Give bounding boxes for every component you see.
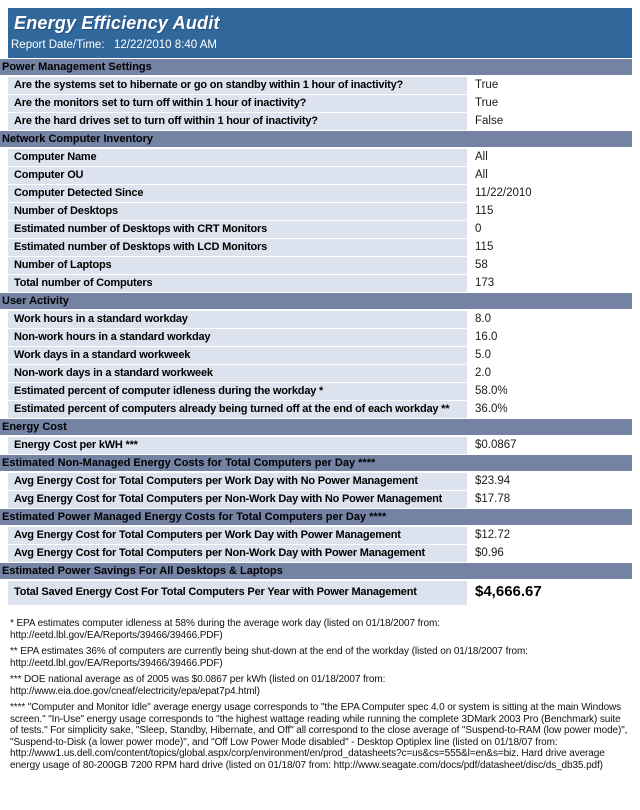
section-header (0, 563, 632, 579)
row-label: Computer Detected Since (8, 185, 467, 202)
row-label: Computer Name (8, 149, 467, 166)
row-label: Number of Desktops (8, 203, 467, 220)
row-label: Energy Cost per kWH *** (8, 437, 467, 454)
section-header (0, 131, 632, 147)
row-value: All (467, 167, 632, 184)
row-label: Avg Energy Cost for Total Computers per Non-Work Day with Power Management (8, 545, 467, 562)
row-value: $0.0867 (467, 437, 632, 454)
section-rows (0, 527, 640, 562)
section-header (0, 293, 632, 309)
row-value: $12.72 (467, 527, 632, 544)
row-value: 5.0 (467, 347, 632, 364)
report-section (0, 563, 640, 605)
row-label: Work days in a standard workweek (8, 347, 467, 364)
row-value: 0 (467, 221, 632, 238)
row-label: Non-work hours in a standard workday (8, 329, 467, 346)
row-value: $4,666.67 (467, 581, 632, 605)
section-header (0, 419, 632, 435)
table-row (8, 113, 632, 130)
report-section (0, 419, 640, 454)
report-section (0, 59, 640, 130)
row-label: Avg Energy Cost for Total Computers per Work Day with Power Management (8, 527, 467, 544)
report-body (0, 59, 640, 605)
table-row (8, 545, 632, 562)
table-row (8, 527, 632, 544)
section-title: User Activity (2, 295, 69, 307)
table-row (8, 473, 632, 490)
report-section (0, 293, 640, 418)
report-section (0, 509, 640, 562)
section-title: Energy Cost (2, 421, 67, 433)
table-row (8, 149, 632, 166)
row-label: Estimated percent of computers already being turned off at the end of each workday ** (8, 401, 467, 418)
row-value: 115 (467, 203, 632, 220)
row-label: Total number of Computers (8, 275, 467, 292)
row-label: Avg Energy Cost for Total Computers per Work Day with No Power Management (8, 473, 467, 490)
table-row (8, 275, 632, 292)
section-rows (0, 581, 640, 605)
row-value: All (467, 149, 632, 166)
row-label: Estimated number of Desktops with LCD Monitors (8, 239, 467, 256)
row-value: 58 (467, 257, 632, 274)
section-title: Estimated Power Savings For All Desktops & Laptops (2, 565, 283, 577)
report-datetime-value: 12/22/2010 8:40 AM (114, 39, 217, 51)
table-row (8, 365, 632, 382)
row-value: $0.96 (467, 545, 632, 562)
row-label: Are the systems set to hibernate or go on standby within 1 hour of inactivity? (8, 77, 467, 94)
table-row (8, 95, 632, 112)
row-label: Number of Laptops (8, 257, 467, 274)
table-row (8, 383, 632, 400)
report-datetime-label: Report Date/Time: (11, 39, 105, 51)
row-value: $23.94 (467, 473, 632, 490)
table-row (8, 185, 632, 202)
row-value: 173 (467, 275, 632, 292)
section-header (0, 455, 632, 471)
row-value: 2.0 (467, 365, 632, 382)
row-label: Non-work days in a standard workweek (8, 365, 467, 382)
section-title: Network Computer Inventory (2, 133, 153, 145)
section-rows (0, 77, 640, 130)
row-value: 115 (467, 239, 632, 256)
section-rows (0, 149, 640, 292)
table-row (8, 401, 632, 418)
row-value: True (467, 77, 632, 94)
report-datetime-row (8, 39, 632, 51)
table-row (8, 239, 632, 256)
section-title: Estimated Non-Managed Energy Costs for Total Computers per Day **** (2, 457, 376, 469)
row-label: Are the hard drives set to turn off within 1 hour of inactivity? (8, 113, 467, 130)
table-row (8, 491, 632, 508)
footnotes (10, 618, 630, 771)
section-rows (0, 311, 640, 418)
table-row (8, 203, 632, 220)
row-label: Total Saved Energy Cost For Total Computers Per Year with Power Management (8, 581, 467, 605)
row-value: 58.0% (467, 383, 632, 400)
report-section (0, 131, 640, 292)
table-row (8, 311, 632, 328)
footnote: ** EPA estimates 36% of computers are currently being shut-down at the end of the workday (listed on 01/18/2007 from: http://eetd.lbl.gov/EA/Reports/39466/39466.PDF) (10, 646, 528, 669)
row-label: Estimated percent of computer idleness during the workday * (8, 383, 467, 400)
page-title: Energy Efficiency Audit (14, 13, 220, 33)
table-row (8, 221, 632, 238)
section-title: Power Management Settings (2, 61, 152, 73)
row-value: $17.78 (467, 491, 632, 508)
section-title: Estimated Power Managed Energy Costs for Total Computers per Day **** (2, 511, 387, 523)
table-row (8, 347, 632, 364)
section-header (0, 509, 632, 525)
row-label: Computer OU (8, 167, 467, 184)
section-rows (0, 437, 640, 454)
table-row (8, 257, 632, 274)
section-header (0, 59, 632, 75)
report-header (8, 8, 632, 58)
table-row (8, 437, 632, 454)
row-value: 16.0 (467, 329, 632, 346)
footnote: * EPA estimates computer idleness at 58% during the average work day (listed on 01/18/2007 from: http://eetd.lbl.gov/EA/Reports/39466/39466.PDF) (10, 618, 440, 641)
row-value: 11/22/2010 (467, 185, 632, 202)
footnote: *** DOE national average as of 2005 was $0.0867 per kWh (listed on 01/18/2007 from: http://www.eia.doe.gov/cneaf/electricity/epa/epat7p4.html) (10, 674, 386, 697)
row-label: Estimated number of Desktops with CRT Monitors (8, 221, 467, 238)
row-label: Are the monitors set to turn off within 1 hour of inactivity? (8, 95, 467, 112)
report-section (0, 455, 640, 508)
section-rows (0, 473, 640, 508)
row-value: 8.0 (467, 311, 632, 328)
table-row (8, 77, 632, 94)
footnote: **** "Computer and Monitor Idle" average energy usage corresponds to "the EPA Computer spec 4.0 or system is sitting at the main Windows screen." "In-Use" energy usage corresponds to "the highest wattage reading while running the complete 3DMark 2003 Pro (Benchmark) suite of tests." For simplicity sake, "Sleep, Standby, Hibernate, and Off" all correspond to the close average of "Suspend-to-RAM (low power mode)", "Suspend-to-Disk (a lower power mode)", and "Off Low Power Mode disabled" - Desktop Optiplex line (listed on 01/18/07 from: http://www1.us.dell.com/content/topics/global.aspx/corp/environment/en/prod_datasheets?c=us&cs=555&l=en&s=biz. Hard drive average energy usage of 80-200GB 7200 RPM hard drive (listed on 01/18/07 from: http://www.seagate.com/docs/pdf/datasheet/disc/ds_db35.pdf) (10, 702, 628, 771)
row-label: Work hours in a standard workday (8, 311, 467, 328)
row-value: False (467, 113, 632, 130)
row-value: 36.0% (467, 401, 632, 418)
table-row (8, 581, 632, 605)
row-label: Avg Energy Cost for Total Computers per Non-Work Day with No Power Management (8, 491, 467, 508)
row-value: True (467, 95, 632, 112)
table-row (8, 329, 632, 346)
table-row (8, 167, 632, 184)
